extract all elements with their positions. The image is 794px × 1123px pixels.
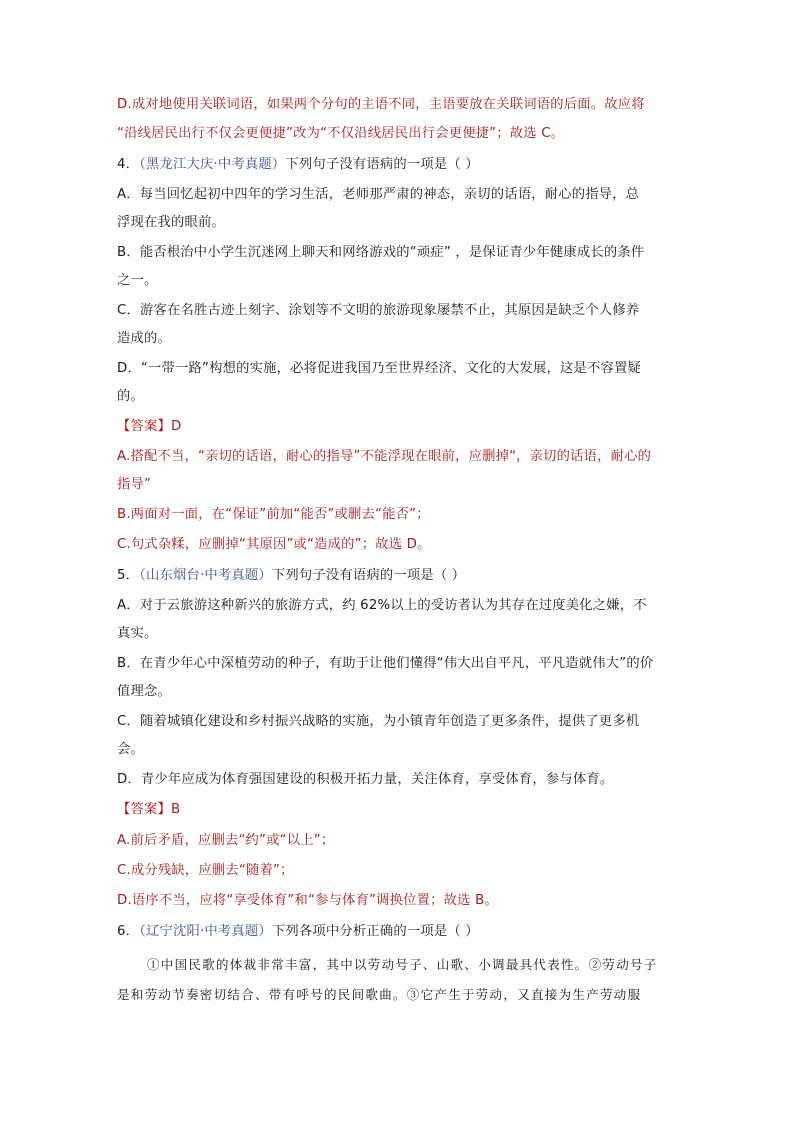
- q4-explanation-3: B.两面对一面，在“保证”前加“能否”或删去“能否”；: [117, 507, 430, 522]
- q5-option-b-line-2: 值理念。: [117, 684, 171, 699]
- q4-explanation-4: C.句式杂糅，应删掉“其原因”或“造成的”；故选 D。: [117, 537, 431, 552]
- q5-explanation-3: D.语序不当，应将“享受体育”和“参与体育”调换位置；故选 B。: [117, 893, 498, 908]
- q4-option-d-line-2: 的。: [117, 389, 144, 404]
- q5-option-c-line-2: 会。: [117, 742, 144, 757]
- q4-option-a-line-2: 浮现在我的眼前。: [117, 215, 225, 230]
- q5-option-b-line-1: B．在青少年心中深植劳动的种子，有助于让他们懂得“伟大出自平凡，平凡造就伟大”的价: [117, 656, 654, 671]
- q4-option-a-line-1: A．每当回忆起初中四年的学习生活，老师那严肃的神态，亲切的话语，耐心的指导，总: [117, 187, 640, 202]
- q4-option-d-line-1: D．“一带一路”构想的实施，必将促进我国乃至世界经济、文化的大发展，这是不容置疑: [117, 361, 641, 376]
- question-5-header: [117, 567, 465, 585]
- q5-answer: [117, 801, 180, 819]
- q4-explanation-2: 指导”: [117, 477, 152, 492]
- q4-option-b-line-2: 之一。: [117, 273, 158, 288]
- q5-option-c-line-1: C．随着城镇化建设和乡村振兴战略的实施，为小镇青年创造了更多条件，提供了更多机: [117, 714, 640, 729]
- prev-explanation-line-1: D.成对地使用关联词语，如果两个分句的主语不同，主语要放在关联词语的后面。故应将: [117, 97, 645, 112]
- question-source: （黑龙江大庆·中考真题）: [139, 157, 286, 172]
- question-number: 5．: [117, 568, 140, 583]
- question-number: 6．: [117, 924, 140, 939]
- q6-passage-line-1: ①中国民歌的体裁非常丰富，其中以劳动号子、山歌、小调最具代表性。②劳动号子: [147, 957, 658, 972]
- q5-option-d-line-1: D．青少年应成为体育强国建设的积极开拓力量，关注体育，享受体育，参与体育。: [117, 772, 614, 787]
- question-4-header: [117, 156, 479, 174]
- q4-explanation-1: A.搭配不当，“亲切的话语，耐心的指导”不能浮现在眼前，应删掉“，亲切的话语，耐心的: [117, 449, 652, 464]
- q5-explanation-1: A.前后矛盾，应删去“约”或“以上”；: [117, 833, 335, 848]
- prev-explanation-line-2: “沿线居民出行不仅会更便捷”改为“不仅沿线居民出行会更便捷”；故选 C。: [117, 126, 565, 141]
- q4-option-c-line-1: C．游客在名胜古迹上刻字、涂划等不文明的旅游现象屡禁不止，其原因是缺乏个人修养: [117, 303, 640, 318]
- question-source: （山东烟台·中考真题）: [139, 568, 272, 583]
- answer-value: D: [171, 419, 182, 434]
- q4-option-c-line-2: 造成的。: [117, 331, 171, 346]
- answer-label: 【答案】: [117, 419, 171, 434]
- question-stem: 下列句子没有语病的一项是（ ）: [285, 157, 479, 172]
- q6-passage-line-2: 是和劳动节奏密切结合、带有呼号的民间歌曲。③它产生于劳动，又直接为生产劳动服: [117, 987, 642, 1002]
- q5-explanation-2: C.成分残缺，应删去“随着”；: [117, 863, 294, 878]
- q5-option-a-line-1: A．对于云旅游这种新兴的旅游方式，约 62%以上的受访者认为其存在过度美化之嫌，不: [117, 598, 647, 613]
- q4-answer: [117, 418, 181, 436]
- question-stem: 下列各项中分析正确的一项是（ ）: [271, 924, 479, 939]
- question-stem: 下列句子没有语病的一项是（ ）: [271, 568, 466, 583]
- answer-value: B: [171, 802, 181, 817]
- question-source: （辽宁沈阳·中考真题）: [139, 924, 272, 939]
- q5-option-a-line-2: 真实。: [117, 626, 158, 641]
- question-6-header: [117, 923, 479, 941]
- answer-label: 【答案】: [117, 802, 171, 817]
- question-number: 4．: [117, 157, 140, 172]
- q4-option-b-line-1: B．能否根治中小学生沉迷网上聊天和网络游戏的“顽症” ，是保证青少年健康成长的条件: [117, 245, 645, 260]
